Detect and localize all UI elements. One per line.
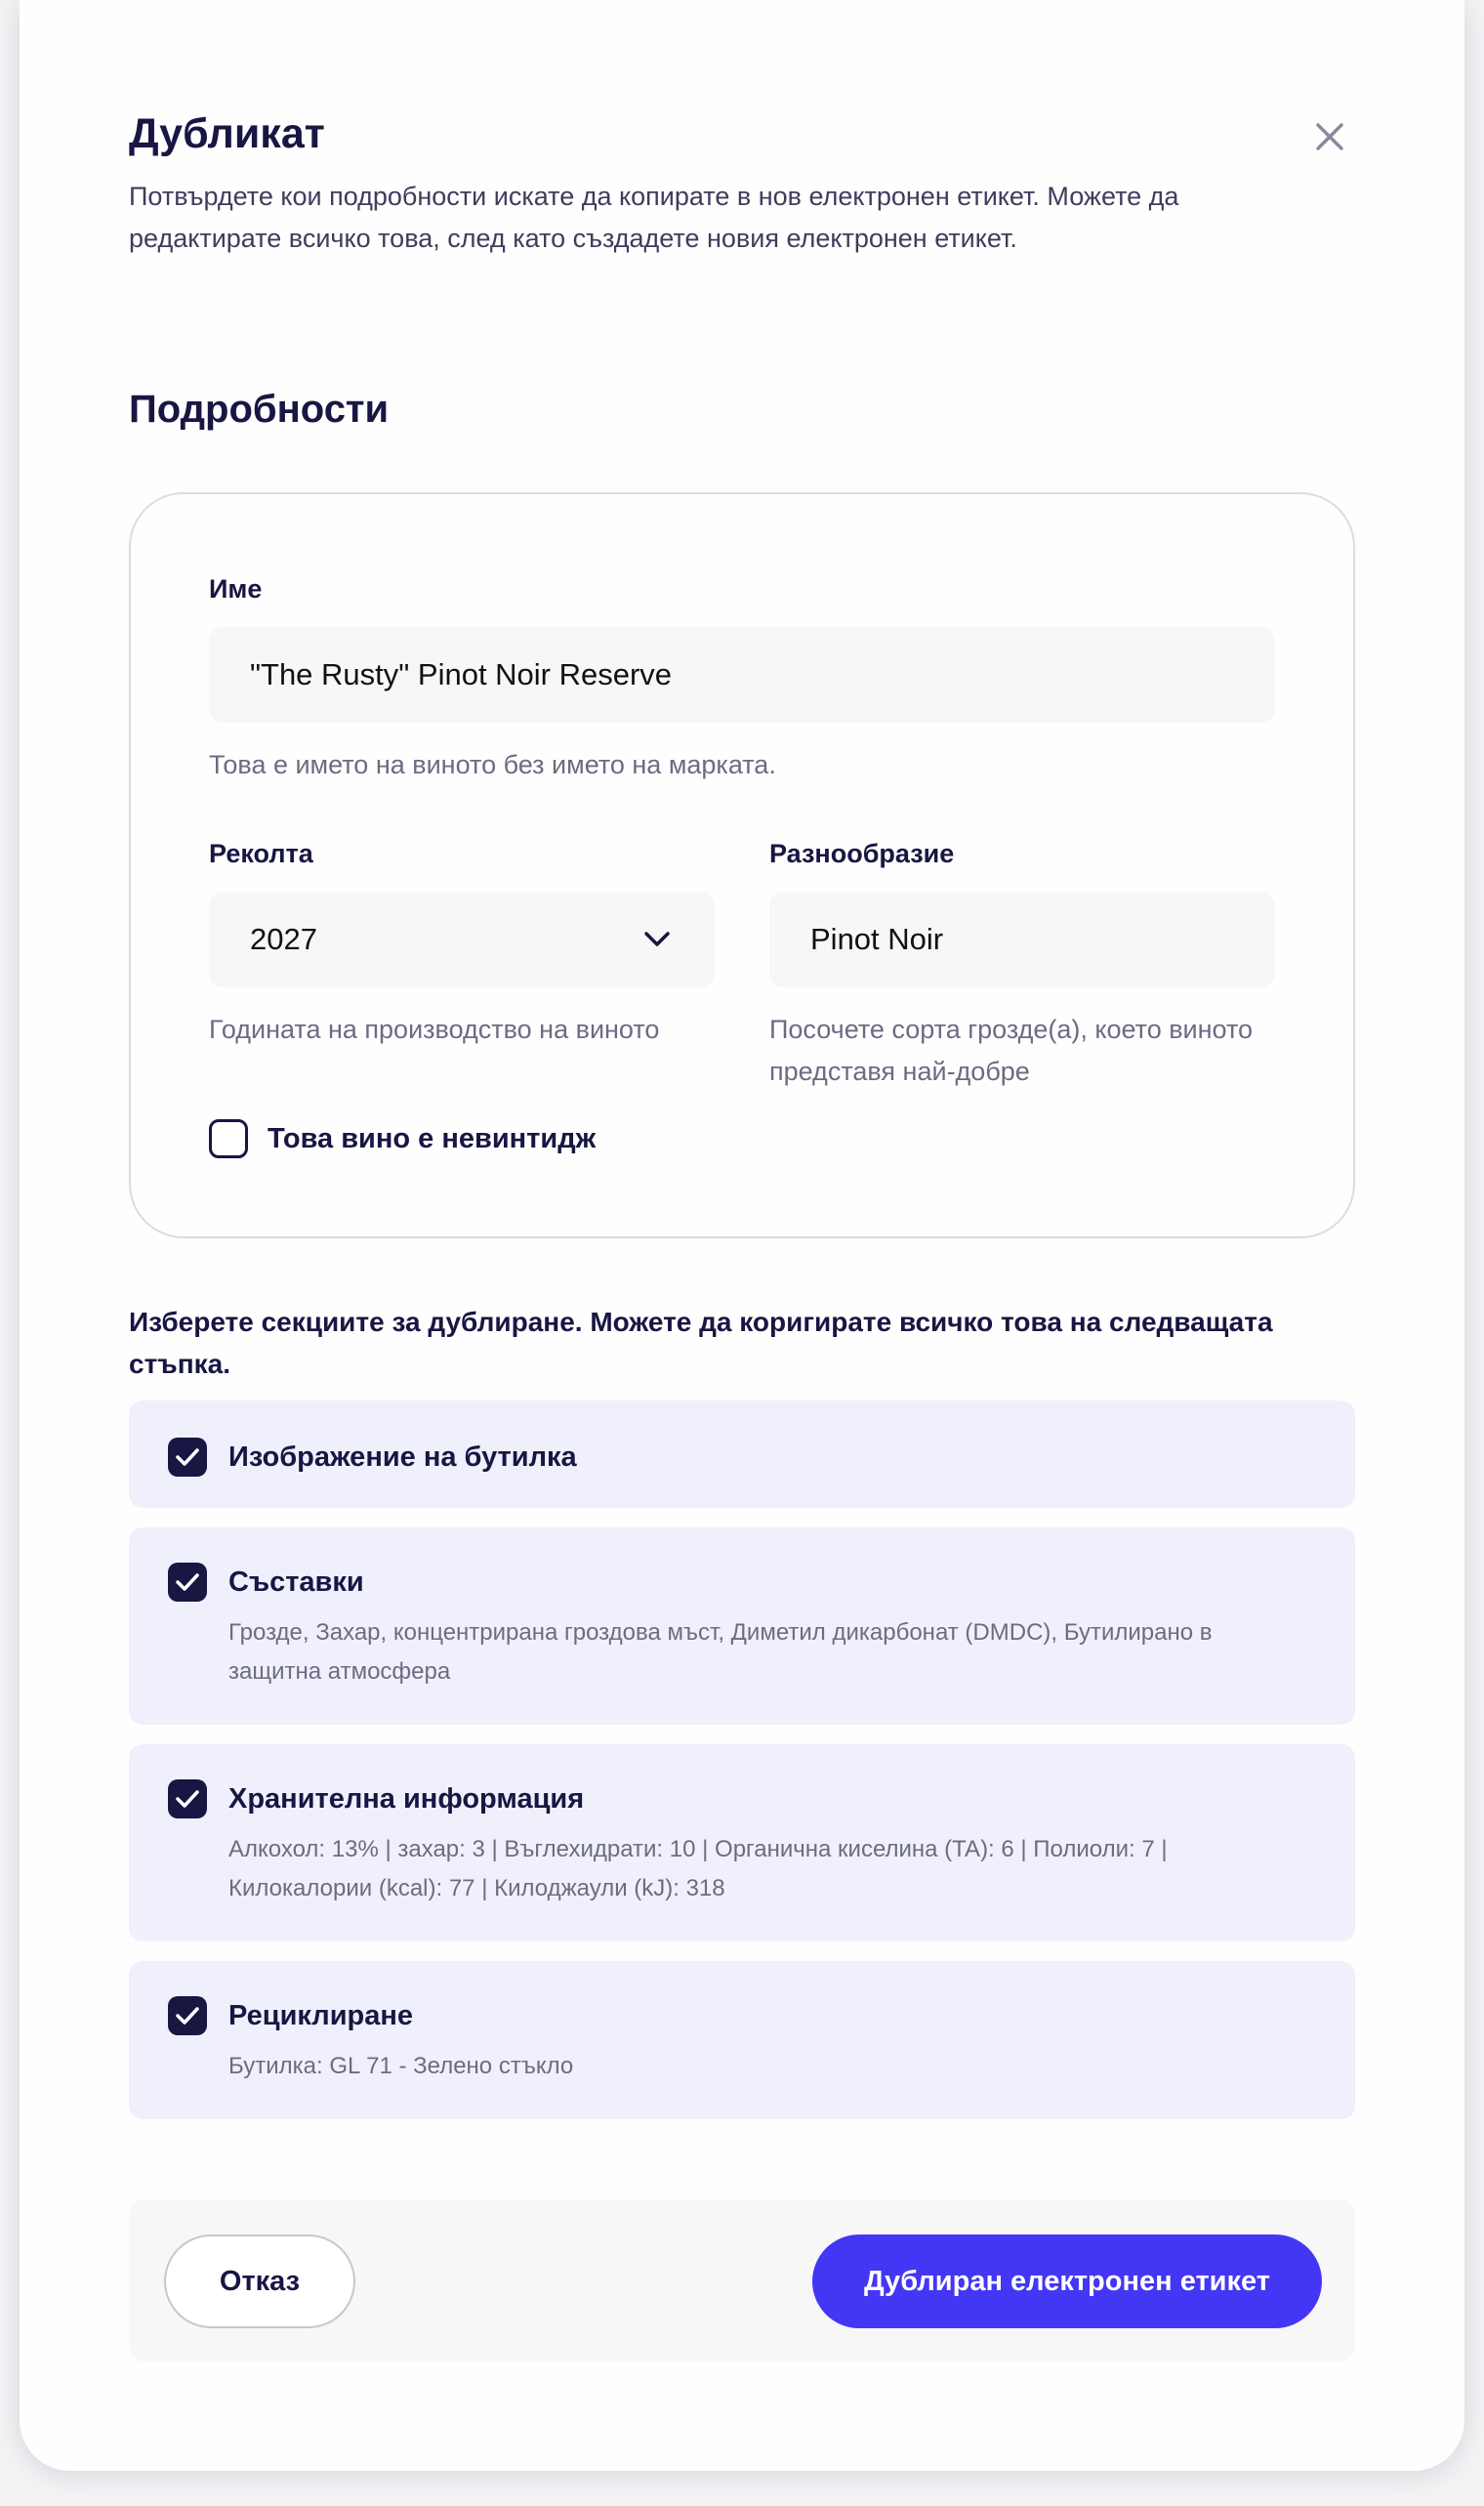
section-head	[168, 1779, 1316, 1818]
non-vintage-checkbox[interactable]	[209, 1119, 248, 1158]
vintage-help: Годината на производство на виното	[209, 1015, 660, 1044]
chevron-down-icon	[642, 927, 672, 952]
vintage-column	[209, 837, 715, 1093]
section-head	[168, 1563, 1316, 1602]
vintage-selected-value: 2027	[250, 922, 317, 956]
non-vintage-label: Това вино е невинтидж	[268, 1122, 597, 1154]
variety-label: Разнообразие	[769, 839, 955, 868]
dialog-title: Дубликат	[129, 110, 325, 157]
section-description: Грозде, Захар, концентрирана гроздова мъст, Диметил дикарбонат (DMDC), Бутилирано в защитна атмосфера	[228, 1619, 1213, 1685]
checkmark-icon	[175, 1447, 200, 1467]
section-title: Изображение на бутилка	[228, 1441, 577, 1473]
name-help: Това е името на виното без името на марката.	[209, 750, 776, 779]
variety-column	[769, 837, 1275, 1093]
checkmark-icon	[175, 1789, 200, 1809]
section-checkbox[interactable]	[168, 1779, 207, 1818]
variety-help: Посочете сорта грозде(а), което виното представя най-добре	[769, 1015, 1254, 1086]
section-title: Рециклиране	[228, 2000, 414, 2031]
variety-input[interactable]: Pinot Noir	[769, 892, 1275, 987]
name-label: Име	[209, 574, 263, 604]
section-head	[168, 1996, 1316, 2035]
section-title: Съставки	[228, 1566, 364, 1598]
vintage-variety-row	[209, 837, 1275, 1093]
dialog-description: Потвърдете кои подробности искате да копирате в нов електронен етикет. Можете да редактирате всичко това, след като създадете новия електронен етикет.	[129, 182, 1179, 253]
section-checkbox[interactable]	[168, 1563, 207, 1602]
checkmark-icon	[175, 2006, 200, 2026]
sections-intro: Изберете секциите за дублиране. Можете да коригирате всичко това на следващата стъпка.	[129, 1307, 1273, 1379]
checkmark-icon	[175, 1572, 200, 1592]
dialog-footer	[129, 2199, 1355, 2361]
vintage-label: Реколта	[209, 839, 313, 868]
close-button[interactable]	[1312, 119, 1347, 154]
duplicate-label-button[interactable]: Дублиран електронен етикет	[812, 2235, 1322, 2328]
section-description: Бутилка: GL 71 - Зелено стъкло	[228, 2053, 574, 2079]
details-heading: Подробности	[129, 388, 390, 431]
section-ingredients[interactable]	[129, 1527, 1355, 1725]
cancel-button[interactable]: Отказ	[164, 2235, 355, 2328]
close-icon	[1312, 119, 1347, 154]
dialog-header	[129, 0, 1355, 260]
details-card	[129, 492, 1355, 1238]
section-description: Алкохол: 13% | захар: 3 | Въглехидрати: 10 | Органична киселина (TA): 6 | Полиоли: 7 | Килокалории (kcal): 77 | Килоджаули (kJ): 318	[228, 1836, 1168, 1901]
vintage-select[interactable]	[209, 892, 715, 987]
section-title: Хранителна информация	[228, 1783, 585, 1815]
section-checkbox[interactable]	[168, 1996, 207, 2035]
section-nutrition[interactable]	[129, 1744, 1355, 1942]
section-recycling[interactable]	[129, 1961, 1355, 2119]
non-vintage-toggle[interactable]	[209, 1119, 596, 1158]
section-head	[168, 1438, 1316, 1477]
section-bottle-image[interactable]	[129, 1400, 1355, 1508]
section-checkbox[interactable]	[168, 1438, 207, 1477]
duplicate-dialog	[20, 0, 1464, 2471]
name-input[interactable]: "The Rusty" Pinot Noir Reserve	[209, 627, 1275, 723]
